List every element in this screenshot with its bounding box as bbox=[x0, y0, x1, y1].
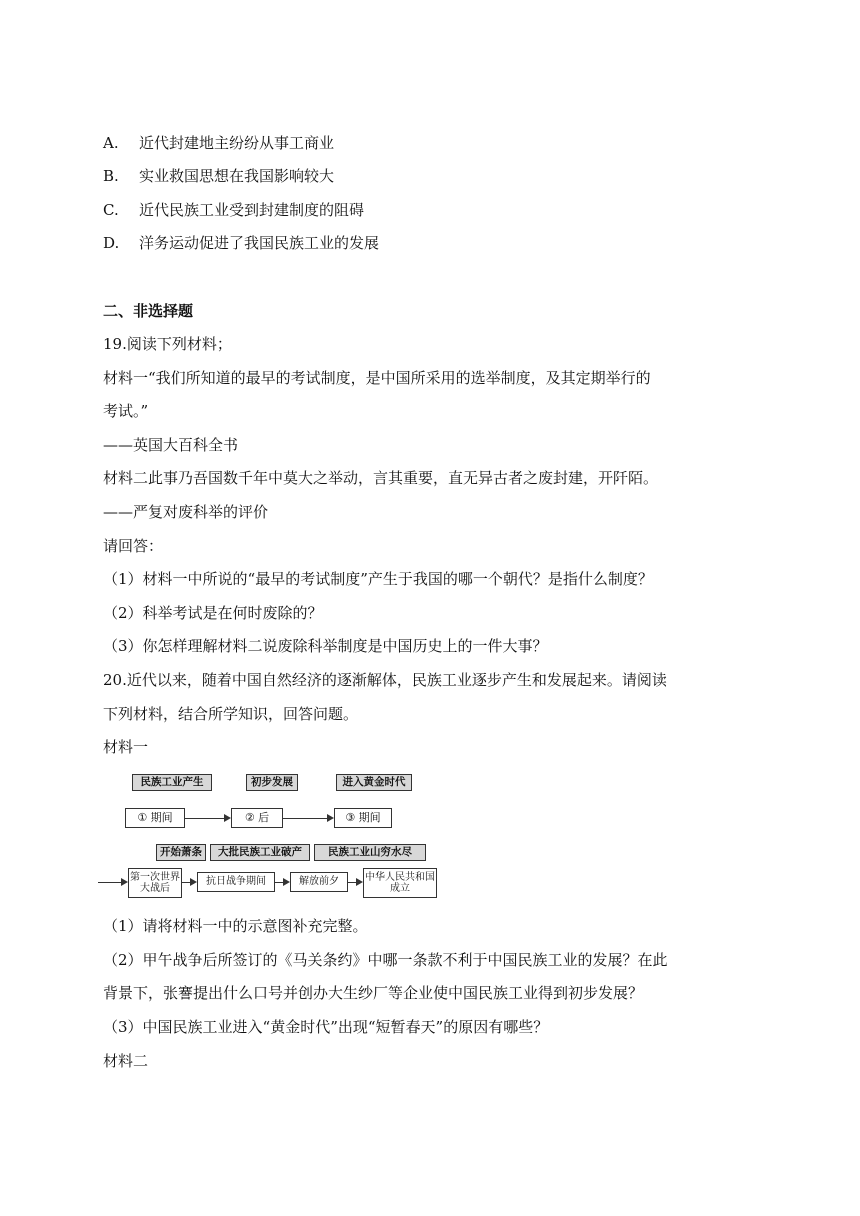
q20-sub3: （3）中国民族工业进入“黄金时代”出现“短暂春天”的原因有哪些？ bbox=[103, 1018, 549, 1036]
q19-material2-source: ——严复对废科举的评价 bbox=[103, 503, 269, 521]
diagram-label-exhausted: 民族工业山穷水尽 bbox=[314, 844, 426, 861]
q19-material1-line2: 考试。” bbox=[103, 402, 149, 420]
option-d bbox=[103, 233, 379, 253]
q20-line2: 下列材料，结合所学知识，回答问题。 bbox=[103, 705, 359, 723]
diagram-arrowhead bbox=[327, 814, 334, 822]
q19-material1-source: ——英国大百科全书 bbox=[103, 436, 239, 454]
q20-line1: 20.近代以来，随着中国自然经济的逐渐解体，民族工业逐步产生和发展起来。请阅读 bbox=[103, 671, 667, 689]
diagram-label-golden-age: 进入黄金时代 bbox=[336, 774, 412, 791]
q20-material2-label: 材料二 bbox=[103, 1052, 149, 1070]
section-title: 二、非选择题 bbox=[103, 302, 194, 320]
diagram-step-3: ③ 期间 bbox=[334, 808, 392, 828]
option-text: 实业救国思想在我国影响较大 bbox=[139, 167, 335, 185]
diagram-label-bankruptcy: 大批民族工业破产 bbox=[210, 844, 310, 861]
diagram-step-eve-of-liberation: 解放前夕 bbox=[290, 872, 348, 892]
diagram-arrowhead bbox=[356, 878, 363, 886]
flow-diagram bbox=[120, 774, 450, 898]
diagram-arrowhead bbox=[121, 878, 128, 886]
diagram-label-origin: 民族工业产生 bbox=[132, 774, 212, 791]
diagram-arrow-line bbox=[185, 818, 227, 819]
diagram-arrowhead bbox=[224, 814, 231, 822]
q19-sub3: （3）你怎样理解材料二说废除科举制度是中国历史上的一件大事？ bbox=[103, 637, 548, 655]
diagram-label-initial-development: 初步发展 bbox=[246, 774, 298, 791]
option-letter: A. bbox=[103, 134, 119, 152]
q20-material1-label: 材料一 bbox=[103, 738, 149, 756]
q19-title: 19.阅读下列材料； bbox=[103, 335, 232, 353]
diagram-step-ww1: 第一次世界大战后 bbox=[128, 868, 182, 898]
q19-sub1: （1）材料一中所说的“最早的考试制度”产生于我国的哪一个朝代？是指什么制度？ bbox=[103, 570, 653, 588]
option-text: 近代封建地主纷纷从事工商业 bbox=[139, 134, 335, 152]
q20-sub2-line2: 背景下，张謇提出什么口号并创办大生纱厂等企业使中国民族工业得到初步发展？ bbox=[103, 984, 644, 1002]
diagram-arrowhead bbox=[190, 878, 197, 886]
q19-material2: 材料二此事乃吾国数千年中莫大之举动，言其重要，直无异古者之废封建，开阡陌。 bbox=[103, 469, 659, 487]
diagram-arrow-line bbox=[283, 818, 329, 819]
diagram-arrowhead bbox=[283, 878, 290, 886]
option-b bbox=[103, 166, 334, 186]
diagram-step-1: ① 期间 bbox=[125, 808, 185, 828]
q19-sub2: （2）科举考试是在何时废除的？ bbox=[103, 604, 323, 622]
option-c bbox=[103, 200, 364, 220]
q19-material1-line1: 材料一“我们所知道的最早的考试制度，是中国所采用的选举制度，及其定期举行的 bbox=[103, 369, 651, 387]
diagram-step-prc-founded: 中华人民共和国成立 bbox=[363, 868, 437, 898]
q20-sub1: （1）请将材料一中的示意图补充完整。 bbox=[103, 917, 368, 935]
option-text: 近代民族工业受到封建制度的阻碍 bbox=[139, 201, 365, 219]
option-a bbox=[103, 133, 334, 153]
option-letter: C. bbox=[103, 201, 119, 219]
q19-prompt: 请回答： bbox=[103, 537, 164, 555]
diagram-step-anti-japanese-war: 抗日战争期间 bbox=[197, 872, 275, 892]
diagram-label-depression: 开始萧条 bbox=[156, 844, 206, 861]
option-letter: D. bbox=[103, 234, 120, 252]
q20-sub2-line1: （2）甲午战争后所签订的《马关条约》中哪一条款不利于中国民族工业的发展？在此 bbox=[103, 951, 668, 969]
option-text: 洋务运动促进了我国民族工业的发展 bbox=[139, 234, 380, 252]
option-letter: B. bbox=[103, 167, 119, 185]
diagram-step-2: ② 后 bbox=[231, 808, 283, 828]
